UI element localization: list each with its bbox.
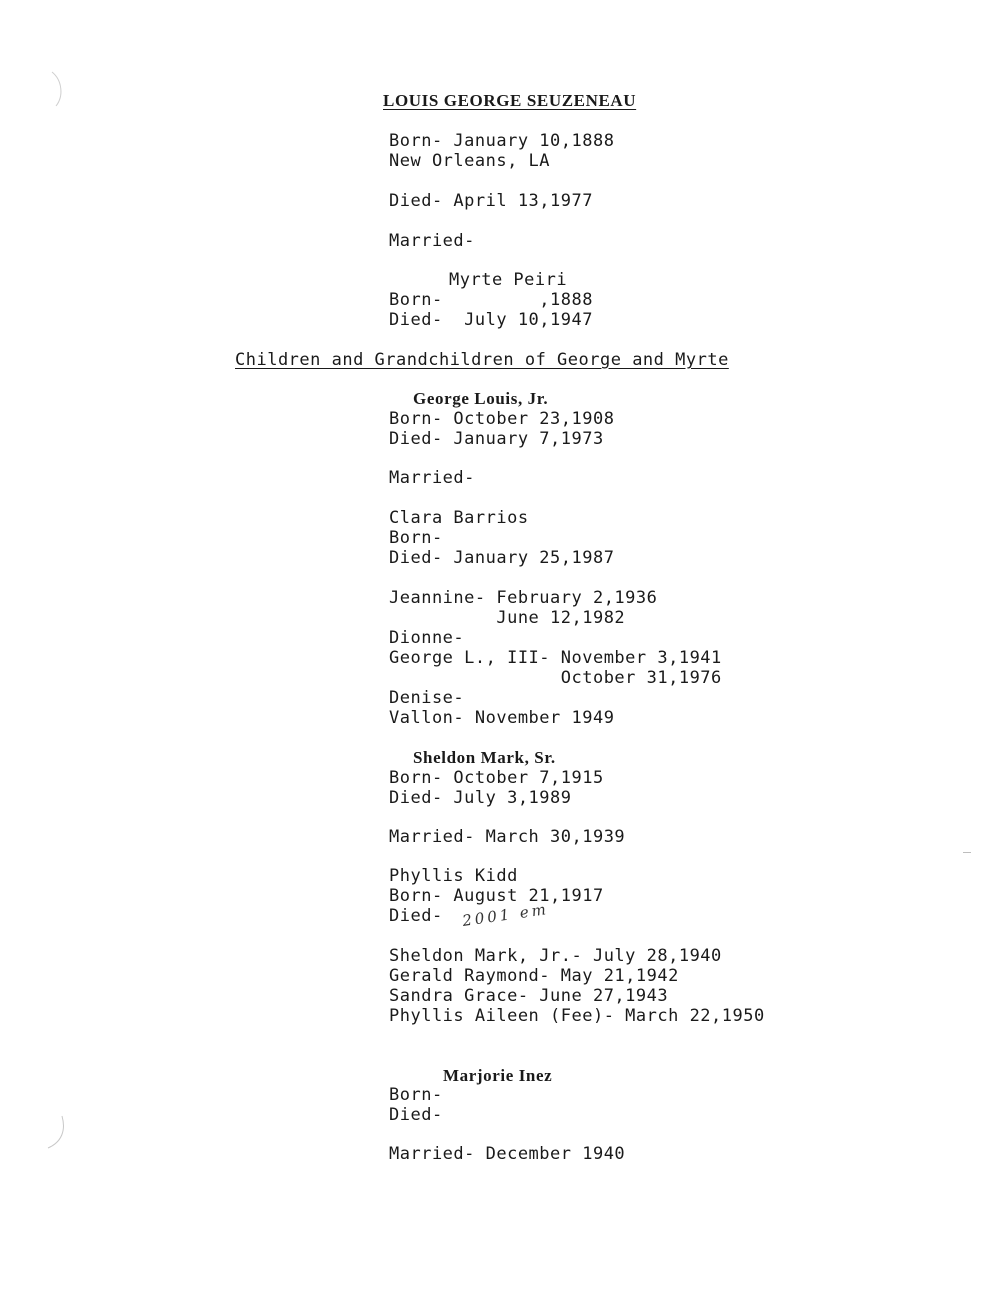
handwritten-annotation: 2001 em (461, 900, 550, 930)
child2-born: Born- October 7,1915 (389, 768, 604, 788)
grandchild-line: Sandra Grace- June 27,1943 (389, 986, 669, 1006)
child1-spouse-born: Born- (389, 528, 443, 548)
subject-birthplace: New Orleans, LA (389, 151, 551, 171)
subject-married: Married- (389, 231, 475, 251)
subject-died: Died- April 13,1977 (389, 191, 593, 211)
grandchild-line: Dionne- (389, 628, 465, 648)
grandchild-line: June 12,1982 (389, 608, 626, 628)
section-heading: Children and Grandchildren of George and Myrte (235, 350, 729, 370)
child2-spouse-died: Died- (389, 906, 443, 926)
child1-spouse-died: Died- January 25,1987 (389, 548, 615, 568)
child1-married: Married- (389, 468, 475, 488)
spouse-died: Died- July 10,1947 (389, 310, 593, 330)
grandchild-line: George L., III- November 3,1941 (389, 648, 722, 668)
child1-born: Born- October 23,1908 (389, 409, 615, 429)
grandchild-line: Vallon- November 1949 (389, 708, 615, 728)
child2-died: Died- July 3,1989 (389, 788, 572, 808)
child3-married: Married- December 1940 (389, 1144, 626, 1164)
grandchild-line: Denise- (389, 688, 465, 708)
child2-spouse-born: Born- August 21,1917 (389, 886, 604, 906)
grandchild-line: Phyllis Aileen (Fee)- March 22,1950 (389, 1006, 765, 1026)
child3-born: Born- (389, 1085, 443, 1105)
scan-mark (48, 70, 68, 110)
child3-died: Died- (389, 1105, 443, 1125)
child3-name: Marjorie Inez (443, 1066, 553, 1085)
grandchild-line: October 31,1976 (389, 668, 722, 688)
child1-died: Died- January 7,1973 (389, 429, 604, 449)
scan-mark (44, 1112, 68, 1152)
child2-name: Sheldon Mark, Sr. (413, 748, 556, 767)
spouse-born: Born- ,1888 (389, 290, 593, 310)
child2-spouse-name: Phyllis Kidd (389, 866, 518, 886)
grandchild-line: Gerald Raymond- May 21,1942 (389, 966, 679, 986)
grandchild-line: Jeannine- February 2,1936 (389, 588, 658, 608)
child1-spouse-name: Clara Barrios (389, 508, 529, 528)
child2-married: Married- March 30,1939 (389, 827, 626, 847)
document-title: LOUIS GEORGE SEUZENEAU (383, 91, 637, 110)
scan-mark (963, 852, 971, 853)
child1-name: George Louis, Jr. (413, 389, 549, 408)
spouse-name: Myrte Peiri (449, 270, 568, 290)
grandchild-line: Sheldon Mark, Jr.- July 28,1940 (389, 946, 722, 966)
subject-born: Born- January 10,1888 (389, 131, 615, 151)
